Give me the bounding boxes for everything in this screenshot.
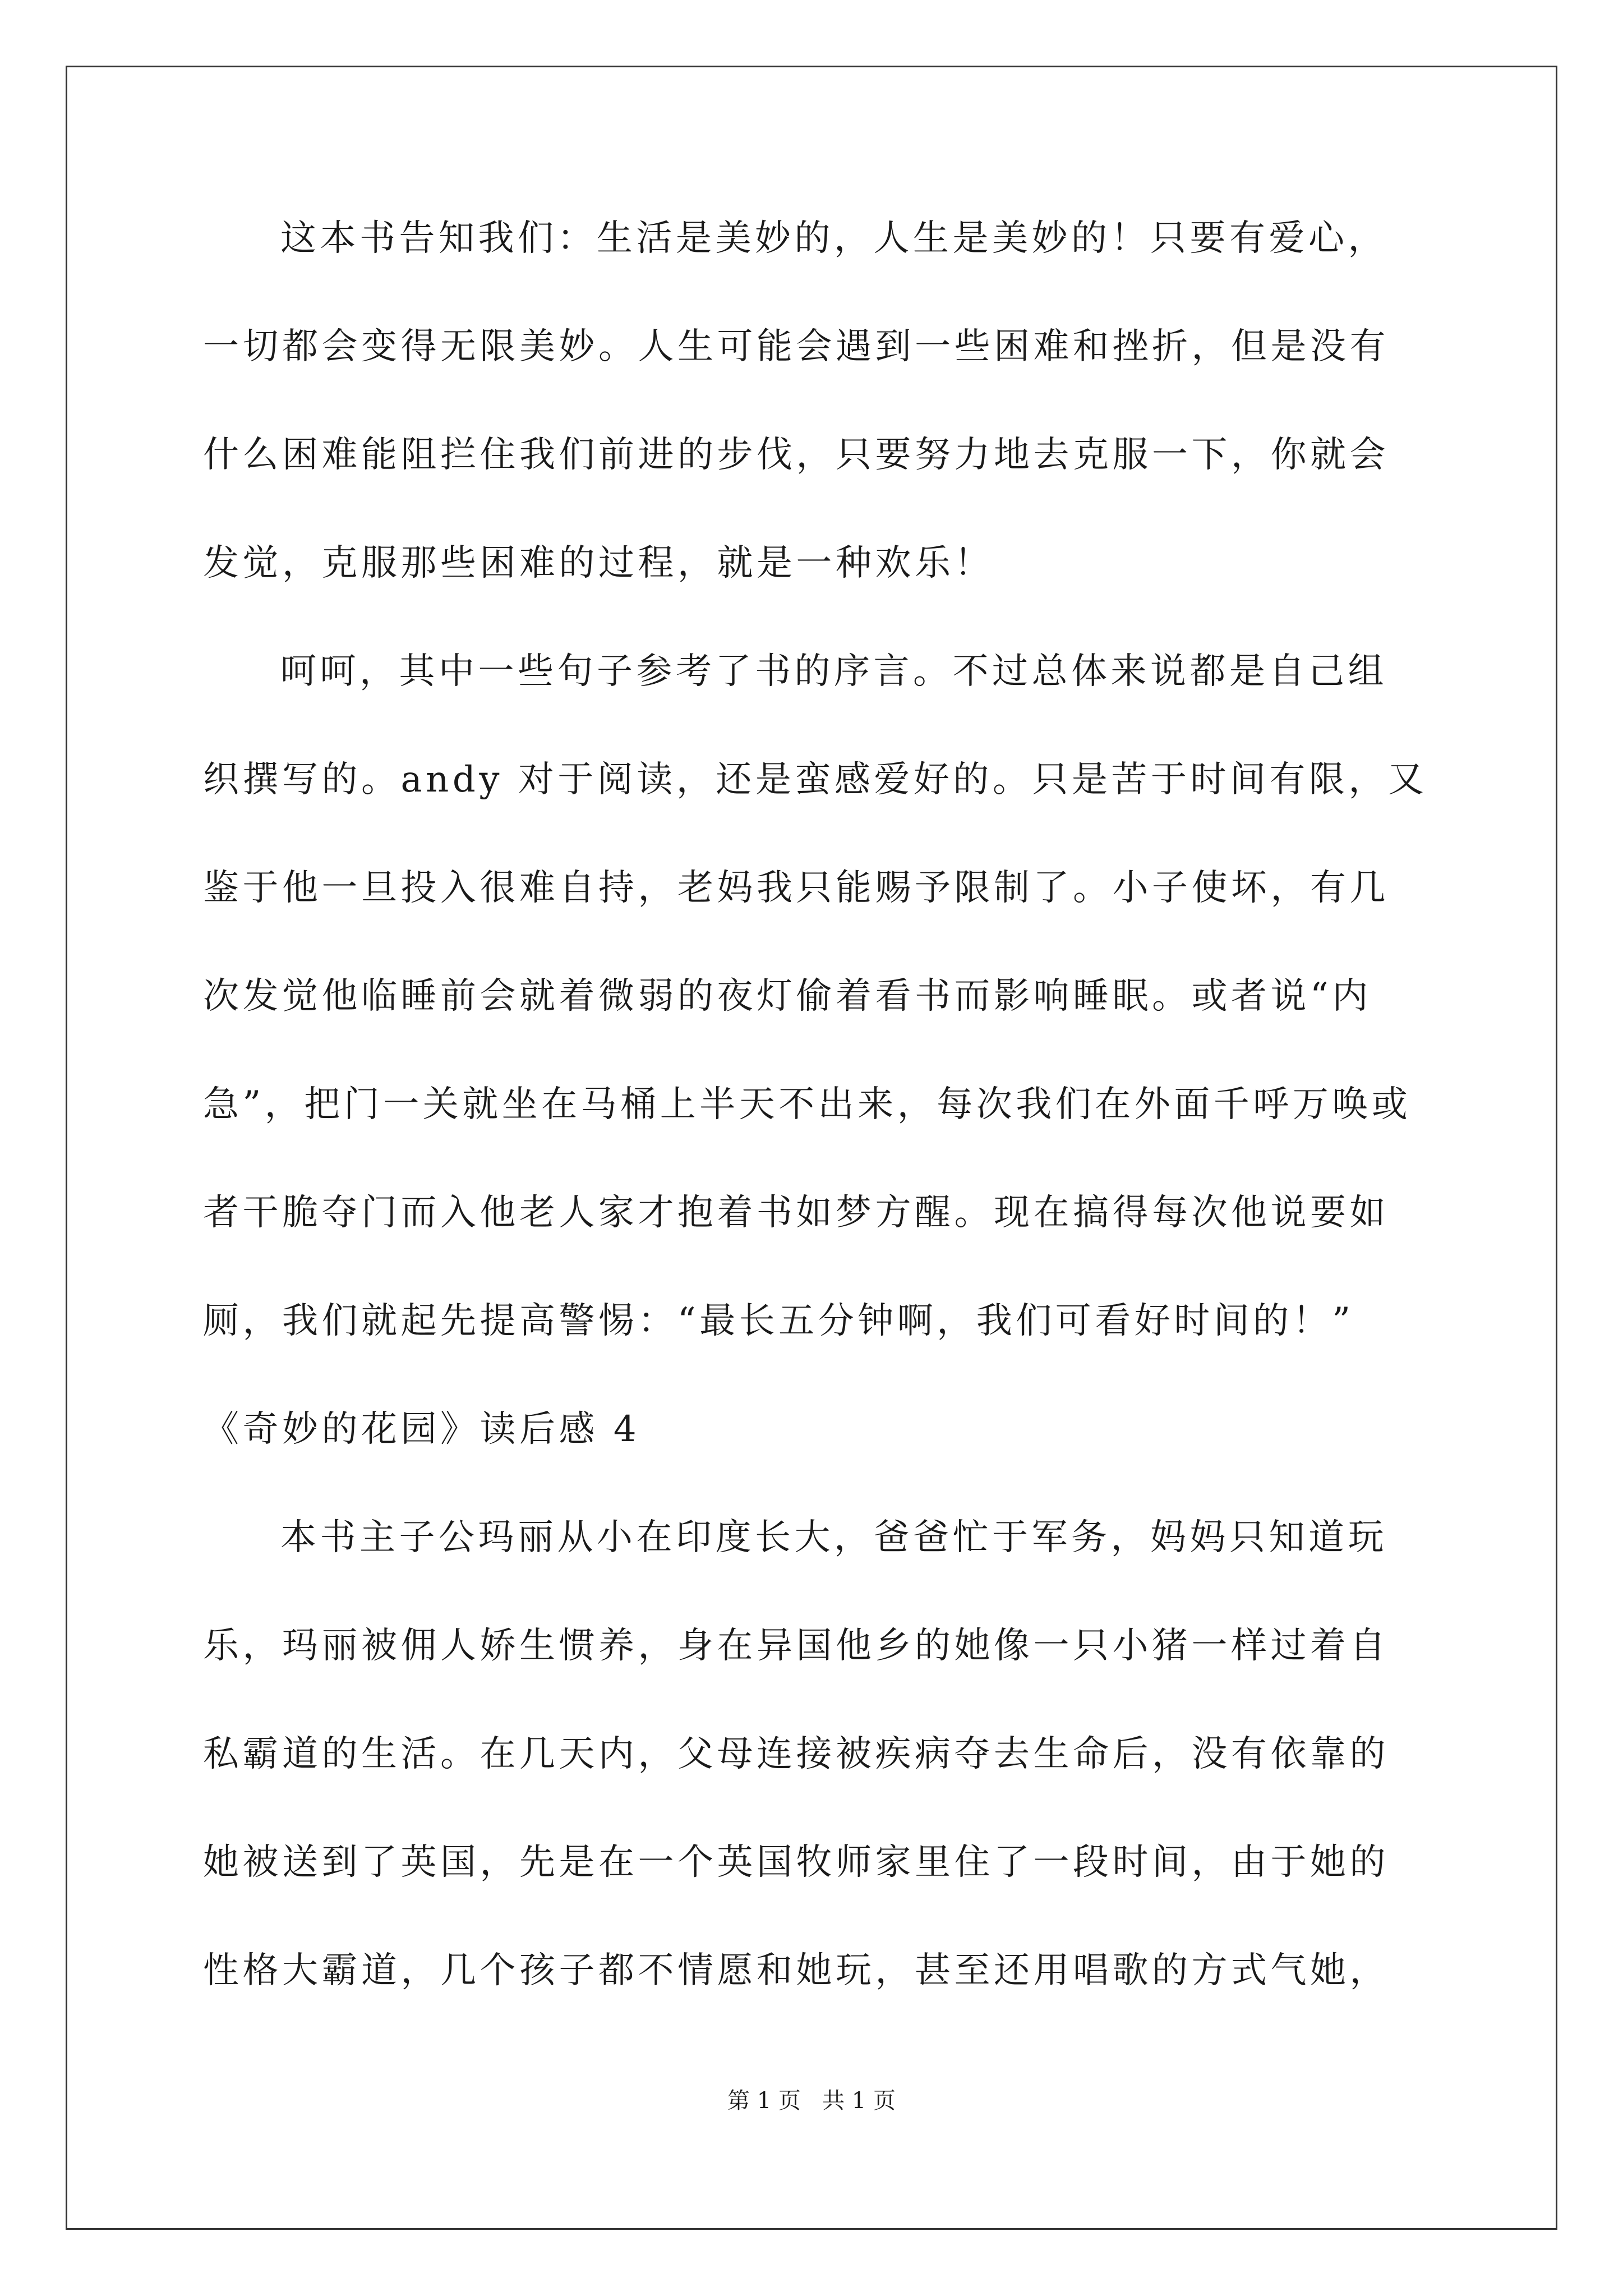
text-line: 什么困难能阻拦住我们前进的步伐，只要努力地去克服一下，你就会 (203, 434, 1389, 476)
text-line: 者干脆夺门而入他老人家才抱着书如梦方醒。现在搞得每次他说要如 (203, 1192, 1389, 1234)
page-footer: 第 1 页 共 1 页 (727, 2088, 896, 2114)
text-line: 性格大霸道，几个孩子都不情愿和她玩，甚至还用唱歌的方式气她， (203, 1950, 1389, 1991)
section-heading: 《奇妙的花园》读后感 4 (203, 1409, 640, 1450)
text-line: 这本书告知我们：生活是美妙的，人生是美妙的！只要有爱心， (280, 218, 1387, 259)
text-line: 织撰写的。andy 对于阅读，还是蛮感爱好的。只是苦于时间有限，又 (203, 759, 1428, 800)
text-line: 她被送到了英国，先是在一个英国牧师家里住了一段时间，由于她的 (203, 1842, 1389, 1883)
text-line: 乐，玛丽被佣人娇生惯养，身在异国他乡的她像一只小猪一样过着自 (203, 1625, 1389, 1667)
text-line: 厕，我们就起先提高警惕：“最长五分钟啊，我们可看好时间的！” (203, 1300, 1354, 1342)
text-line: 一切都会变得无限美妙。人生可能会遇到一些困难和挫折，但是没有 (203, 326, 1389, 367)
text-line: 次发觉他临睡前会就着微弱的夜灯偷着看书而影响睡眠。或者说“内 (203, 976, 1372, 1017)
text-line: 鉴于他一旦投入很难自持，老妈我只能赐予限制了。小子使坏，有几 (203, 867, 1389, 909)
text-line: 发觉，克服那些困难的过程，就是一种欢乐！ (203, 542, 994, 584)
text-line: 私霸道的生活。在几天内，父母连接被疾病夺去生命后，没有依靠的 (203, 1733, 1389, 1775)
text-line: 本书主子公玛丽从小在印度长大，爸爸忙于军务，妈妈只知道玩 (280, 1517, 1387, 1558)
text-line: 急”，把门一关就坐在马桶上半天不出来，每次我们在外面千呼万唤或 (203, 1084, 1412, 1125)
text-line: 呵呵，其中一些句子参考了书的序言。不过总体来说都是自己组 (280, 651, 1387, 692)
document-body (203, 205, 1431, 2045)
